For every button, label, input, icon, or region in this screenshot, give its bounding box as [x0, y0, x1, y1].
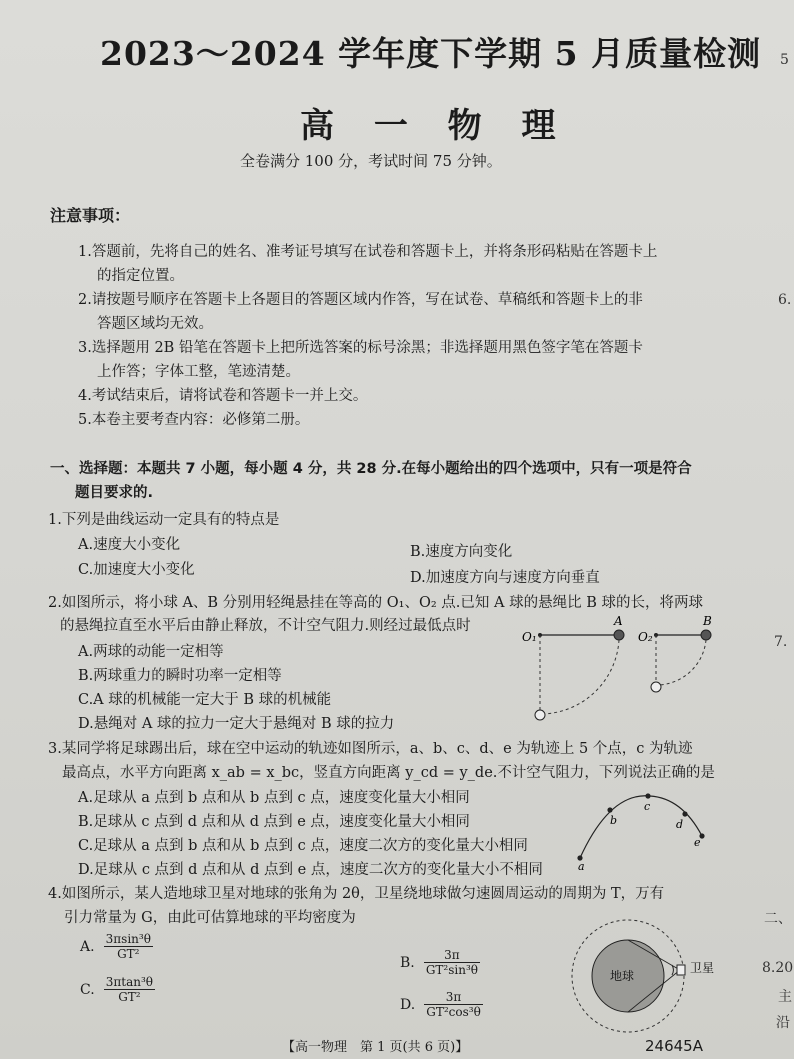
- earth-label: 地球: [610, 969, 635, 983]
- notice-heading: 注意事项：: [50, 206, 131, 225]
- notice-line: 的指定位置。: [97, 268, 184, 284]
- notice-line: 上作答；字体工整，笔迹清楚。: [97, 364, 300, 380]
- satellite-label: 卫星: [690, 961, 715, 975]
- q2-stem-cont: 的悬绳拉直至水平后由静止释放，不计空气阻力.则经过最低点时: [60, 618, 471, 634]
- notice-line: 答题区域均无效。: [97, 316, 213, 332]
- label-pa: a: [578, 860, 585, 872]
- q4-option-a-fraction: [104, 932, 153, 961]
- q4-option-d-label: D.: [400, 996, 416, 1013]
- label-pe: e: [694, 836, 701, 849]
- paper-code: 24645A: [645, 1037, 703, 1055]
- notice-line: 1.答题前，先将自己的姓名、准考证号填写在试卷和答题卡上，并将条形码粘贴在答题卡上: [78, 244, 658, 260]
- margin-fragment: 5: [780, 52, 789, 68]
- subject-title: 高 一 物 理: [300, 106, 570, 146]
- q3-stem-cont: 最高点，水平方向距离 x_ab = x_bc，竖直方向距离 y_cd = y_de.不计空气阻力，下列说法正确的是: [62, 765, 715, 781]
- label-o2: O₂: [638, 630, 653, 644]
- notice-line: 3.选择题用 2B 铅笔在答题卡上把所选答案的标号涂黑；非选择题用黑色签字笔在答题卡: [78, 340, 643, 356]
- label-pd: d: [676, 818, 684, 831]
- q2-pendulum-figure: [518, 615, 723, 725]
- q3-trajectory-figure: [570, 788, 720, 872]
- q4-option-b-fraction: [424, 948, 480, 977]
- trajectory-curve: [580, 796, 702, 858]
- q4-option-c: [80, 975, 155, 1004]
- point-b: [607, 807, 612, 812]
- label-b: B: [703, 615, 712, 628]
- q2-option-b: B.两球重力的瞬时功率一定相等: [78, 668, 282, 684]
- q3-stem: 3.某同学将足球踢出后，球在空中运动的轨迹如图所示，a、b、c、d、e 为轨迹上 5 个点，c 为轨迹: [48, 741, 693, 757]
- q4-satellite-figure: [562, 918, 732, 1036]
- ball-b: [701, 630, 711, 640]
- margin-fragment: 沿: [776, 1015, 790, 1031]
- margin-fragment: 主: [778, 989, 792, 1005]
- q4-option-a-num: 3πsin³θ: [105, 932, 151, 946]
- q4-option-a: [80, 932, 153, 961]
- angle-arc: [672, 965, 673, 975]
- margin-fragment: 8.20: [762, 960, 794, 976]
- ball-a-low: [535, 710, 545, 720]
- q4-option-c-num: 3πtan³θ: [105, 975, 154, 989]
- label-pc: c: [644, 800, 651, 813]
- margin-fragment: 二、: [764, 911, 792, 927]
- arc-b: [658, 640, 706, 685]
- q4-option-d-den: GT²cos³θ: [426, 1005, 481, 1019]
- q3-option-b: B.足球从 c 点到 d 点和从 d 点到 e 点，速度变化量大小相同: [78, 814, 470, 830]
- score-line: 全卷满分 100 分，考试时间 75 分钟。: [240, 152, 502, 170]
- q2-option-a: A.两球的动能一定相等: [78, 644, 224, 660]
- q4-option-b-num: 3π: [424, 948, 480, 963]
- q2-option-c: C.A 球的机械能一定大于 B 球的机械能: [78, 692, 332, 708]
- label-pb: b: [610, 814, 618, 827]
- notice-line: 2.请按题号顺序在答题卡上各题目的答题区域内作答，写在试卷、草稿纸和答题卡上的非: [78, 292, 643, 308]
- label-a: A: [614, 615, 623, 628]
- point-c: [645, 793, 650, 798]
- ball-a: [614, 630, 624, 640]
- q1-option-d: D.加速度方向与速度方向垂直: [410, 570, 600, 586]
- exam-title: 2023～2024 学年度下学期 5 月质量检测: [100, 34, 762, 73]
- q4-option-d-num: 3π: [424, 990, 483, 1005]
- q4-option-c-label: C.: [80, 981, 95, 998]
- ball-b-low: [651, 682, 661, 692]
- q4-option-c-den: GT²: [118, 990, 141, 1004]
- q4-option-a-label: A.: [80, 938, 95, 955]
- notice-line: 4.考试结束后，请将试卷和答题卡一并上交。: [78, 388, 368, 404]
- arc-a: [542, 640, 619, 714]
- satellite-body: [677, 965, 685, 975]
- q1-option-c: C.加速度大小变化: [78, 562, 195, 578]
- q4-option-a-den: GT²: [117, 947, 140, 961]
- section-heading-cont: 题目要求的.: [75, 485, 154, 501]
- q2-stem: 2.如图所示，将小球 A、B 分别用轻绳悬挂在等高的 O₁、O₂ 点.已知 A 球的悬绳比 B 球的长，将两球: [48, 595, 703, 611]
- section-heading: 一、选择题：本题共 7 小题，每小题 4 分，共 28 分.在每小题给出的四个选项中，只有一项是符合: [50, 461, 692, 477]
- q4-option-b: [400, 948, 480, 977]
- q3-option-a: A.足球从 a 点到 b 点和从 b 点到 c 点，速度变化量大小相同: [78, 790, 470, 806]
- point-d: [682, 811, 687, 816]
- q4-option-b-den: GT²sin³θ: [425, 963, 479, 977]
- q1-stem: 1.下列是曲线运动一定具有的特点是: [48, 512, 280, 528]
- q3-option-d: D.足球从 c 点到 d 点和从 d 点到 e 点，速度二次方的变化量大小不相同: [78, 862, 543, 878]
- q2-option-d: D.悬绳对 A 球的拉力一定大于悬绳对 B 球的拉力: [78, 716, 395, 732]
- q4-option-c-fraction: [104, 975, 155, 1004]
- q1-option-a: A.速度大小变化: [78, 537, 181, 553]
- q4-option-d-fraction: [424, 990, 483, 1019]
- margin-fragment: 6.: [778, 292, 792, 308]
- q3-option-c: C.足球从 a 点到 b 点和从 b 点到 c 点，速度二次方的变化量大小相同: [78, 838, 528, 854]
- margin-fragment: 7.: [774, 634, 788, 650]
- notice-line: 5.本卷主要考查内容：必修第二册。: [78, 412, 310, 428]
- q4-stem: 4.如图所示，某人造地球卫星对地球的张角为 2θ，卫星绕地球做匀速圆周运动的周期为 T，万有: [48, 886, 665, 902]
- q1-option-b: B.速度方向变化: [410, 544, 513, 560]
- label-o1: O₁: [522, 630, 537, 644]
- page-footer: 【高一物理 第 1 页(共 6 页)】: [282, 1040, 469, 1055]
- q4-option-d: [400, 990, 483, 1019]
- q4-stem-cont: 引力常量为 G，由此可估算地球的平均密度为: [64, 910, 356, 926]
- q4-option-b-label: B.: [400, 954, 415, 971]
